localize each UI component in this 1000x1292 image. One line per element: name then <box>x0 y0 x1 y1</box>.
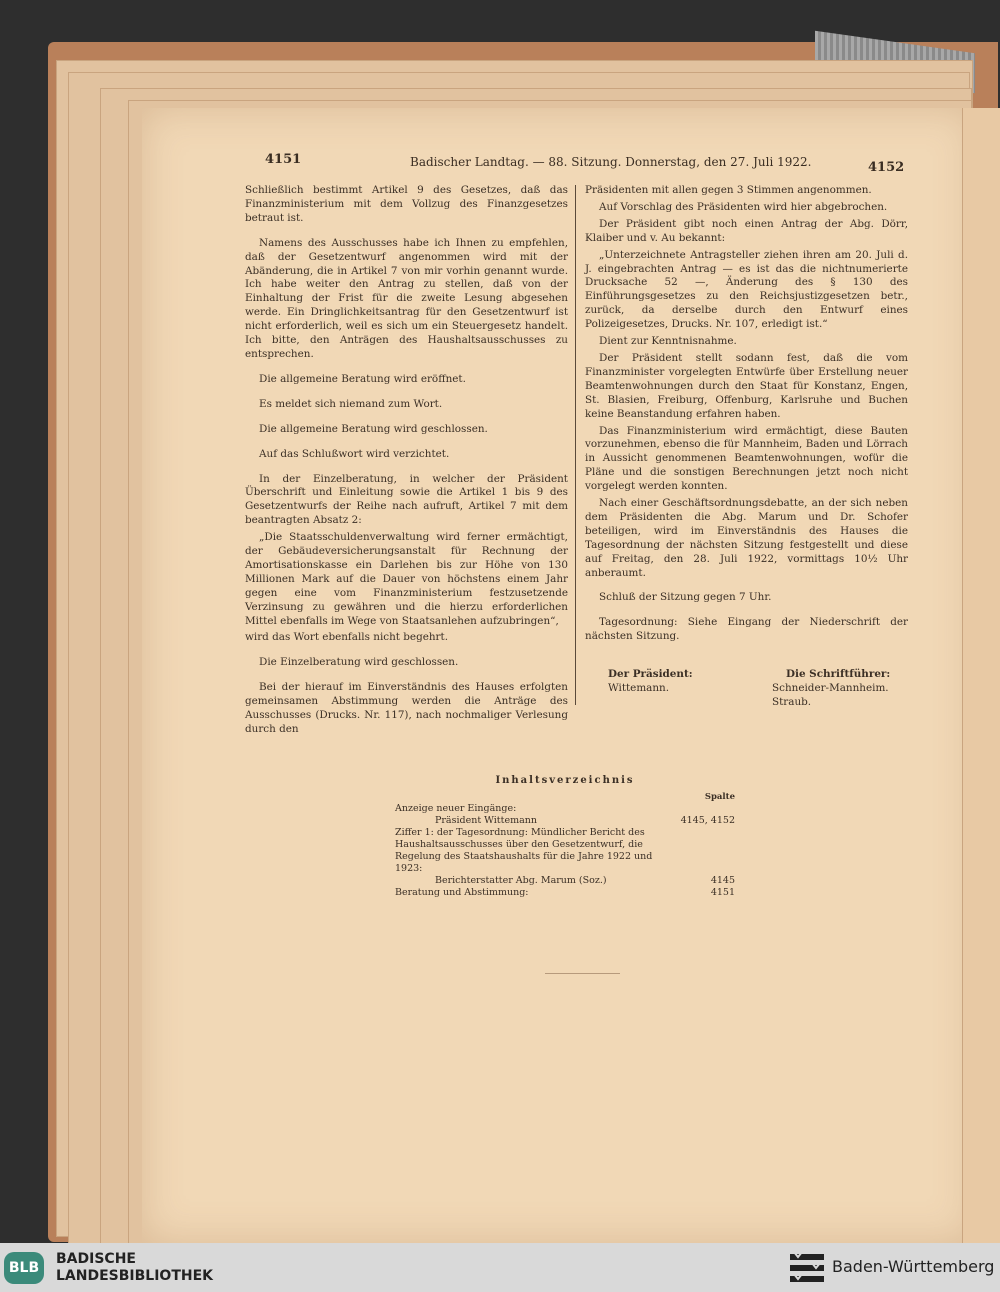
paragraph: Das Finanzministerium wird ermächtigt, diese Bauten vorzunehmen, ebenso die für Mannheim, Baden und Lörrach in Aussicht genommenen Beamtenwohnungen, wofür die Pläne und die sonstigen Berechnungen jetzt noch nicht vorgelegt werden konnten. <box>585 424 908 493</box>
secretary-name: Straub. <box>772 696 812 708</box>
paragraph: Die allgemeine Beratung wird geschlossen. <box>259 422 488 435</box>
left-text-column <box>245 184 568 748</box>
blb-logo-icon[interactable]: BLB <box>4 1252 44 1284</box>
secretaries-signature <box>772 667 890 709</box>
paragraph: Auf Vorschlag des Präsidenten wird hier abgebrochen. <box>599 200 888 213</box>
secretary-name: Schneider-Mannheim. <box>772 682 889 694</box>
toc-entry <box>395 803 735 815</box>
toc-entry-text: Berichterstatter Abg. Marum (Soz.) <box>435 875 607 886</box>
page-number-right: 4152 <box>868 160 905 175</box>
facing-page-strip <box>962 108 1000 1243</box>
running-title: Badischer Landtag. — 88. Sitzung. Donnerstag, den 27. Juli 1922. <box>410 155 812 169</box>
paragraph: Präsidenten mit allen gegen 3 Stimmen angenommen. <box>585 184 872 196</box>
president-label: Der Präsident: <box>608 668 693 680</box>
table-of-contents <box>395 775 735 899</box>
toc-entry-text: Anzeige neuer Eingänge: <box>395 803 517 814</box>
library-name-line: BADISCHE <box>56 1251 136 1267</box>
toc-entry-text: Ziffer 1: der Tagesordnung: Mündlicher Bericht des Haushaltsausschusses über den Gesetzentwurf, die Regelung des Staatshaushalts für die Jahre 1922 und 1923: <box>395 827 653 874</box>
paragraph: Der Präsident gibt noch einen Antrag der Abg. Dörr, Klaiber und v. Au bekannt: <box>585 217 908 244</box>
secretaries-label: Die Schriftführer: <box>786 668 891 680</box>
paragraph: In der Einzelberatung, in welcher der Präsident Überschrift und Einleitung sowie die Artikel 1 bis 9 des Gesetzentwurfs der Reihe nach aufruft, Artikel 7 mit dem beantragten Absatz 2: <box>245 472 568 527</box>
president-name: Wittemann. <box>608 682 670 694</box>
right-text-column <box>585 184 908 655</box>
paragraph: Dient zur Kenntnisnahme. <box>599 335 737 348</box>
paragraph: Tagesordnung: Siehe Eingang der Niederschrift der nächsten Sitzung. <box>585 616 908 643</box>
toc-entry-text: Präsident Wittemann <box>435 815 537 826</box>
library-name[interactable] <box>56 1251 213 1285</box>
toc-entry-page: 4145, 4152 <box>680 815 735 826</box>
paragraph: Schließlich bestimmt Artikel 9 des Gesetzes, daß das Finanzministerium mit dem Vollzug des Finanzgesetzes betraut ist. <box>245 184 568 224</box>
page-number-left: 4151 <box>265 152 302 167</box>
toc-column-label: Spalte <box>704 792 735 802</box>
paragraph: wird das Wort ebenfalls nicht begehrt. <box>245 631 449 644</box>
paragraph: Nach einer Geschäftsordnungsdebatte, an der sich neben dem Präsidenten die Abg. Marum und Dr. Schofer beteiligen, wird im Einverständnis des Hauses die Tagesordnung der nächsten Sitzung festgestellt und diese auf Freitag, den 28. Juli 1922, vormittags 10½ Uhr anberaumt. <box>585 497 908 579</box>
quoted-paragraph: „Unterzeichnete Antragsteller ziehen ihren am 20. Juli d. J. eingebrachten Antrag — es ist das die nichtnumerierte Drucksache 52 —, Änderung des § 130 des Einführungsgesetzes zu den Reichsjustizgesetzen betr., zurück, da derselbe durch den Entwurf eines Polizeigesetzes, Drucks. Nr. 107, erledigt ist.“ <box>585 248 908 331</box>
toc-entry-page <box>655 827 665 875</box>
paragraph: Namens des Ausschusses habe ich Ihnen zu empfehlen, daß der Gesetzentwurf angenommen wird mit der Abänderung, die in Artikel 7 von mir vorhin genannt wurde. Ich habe weiter den Antrag zu stellen, daß von der Einhaltung der Frist für die zweite Lesung abgesehen werde. Ein Dringlichkeitsantrag für den Gesetzentwurf ist nicht erforderlich, weil es sich um ein Steuergesetz handelt. Ich bitte, den Anträgen des Haushaltsausschusses zu entsprechen. <box>245 236 568 360</box>
toc-entry-text: Beratung und Abstimmung: <box>395 887 529 898</box>
quoted-paragraph: „Die Staatsschuldenverwaltung wird ferner ermächtigt, der Gebäudeversicherungsanstalt für Rechnung der Amortisationskasse ein Darlehen bis zur Höhe von 130 Millionen Mark auf die Dauer von höchstens einem Jahr gegen eine vom Finanzministerium festzusetzende Verzinsung zu gewähren und die hierzu erforderlichen Mittel ebenfalls im Wege von Staatsanlehen aufzubringen“, <box>245 531 568 627</box>
paragraph: Die allgemeine Beratung wird eröffnet. <box>259 372 466 385</box>
toc-entry <box>395 887 735 899</box>
toc-entry-page: 4151 <box>710 887 735 898</box>
toc-entry <box>395 815 735 827</box>
paragraph: Auf das Schlußwort wird verzichtet. <box>259 447 450 460</box>
end-rule <box>545 973 620 974</box>
paragraph: Es meldet sich niemand zum Wort. <box>259 397 443 410</box>
toc-title: Inhaltsverzeichnis <box>495 775 635 786</box>
library-name-line: LANDESBIBLIOTHEK <box>56 1268 214 1284</box>
paragraph: Bei der hierauf im Einverständnis des Hauses erfolgten gemeinsamen Abstimmung werden die Anträge des Ausschusses (Drucks. Nr. 117), nach nochmaliger Verlesung durch den <box>245 681 568 735</box>
stag-coat-of-arms-icon[interactable] <box>788 1250 826 1286</box>
president-signature <box>608 667 693 695</box>
toc-entry <box>395 827 735 875</box>
column-divider <box>575 185 576 705</box>
paragraph: Der Präsident stellt sodann fest, daß die vom Finanzminister vorgelegten Entwürfe über Erstellung neuer Beamtenwohnungen durch den Staat für Konstanz, Engen, St. Blasien, Freiburg, Offenburg, Karlsruhe und Buchen keine Beanstandung erfahren haben. <box>585 351 908 420</box>
partner-name[interactable]: Baden-Württemberg <box>832 1257 995 1276</box>
toc-entry-page <box>725 803 735 815</box>
viewer-footer <box>0 1243 1000 1292</box>
paragraph: Die Einzelberatung wird geschlossen. <box>259 656 459 669</box>
toc-entry-page: 4145 <box>710 875 735 886</box>
paragraph: Schluß der Sitzung gegen 7 Uhr. <box>599 591 772 604</box>
toc-entry <box>395 875 735 887</box>
